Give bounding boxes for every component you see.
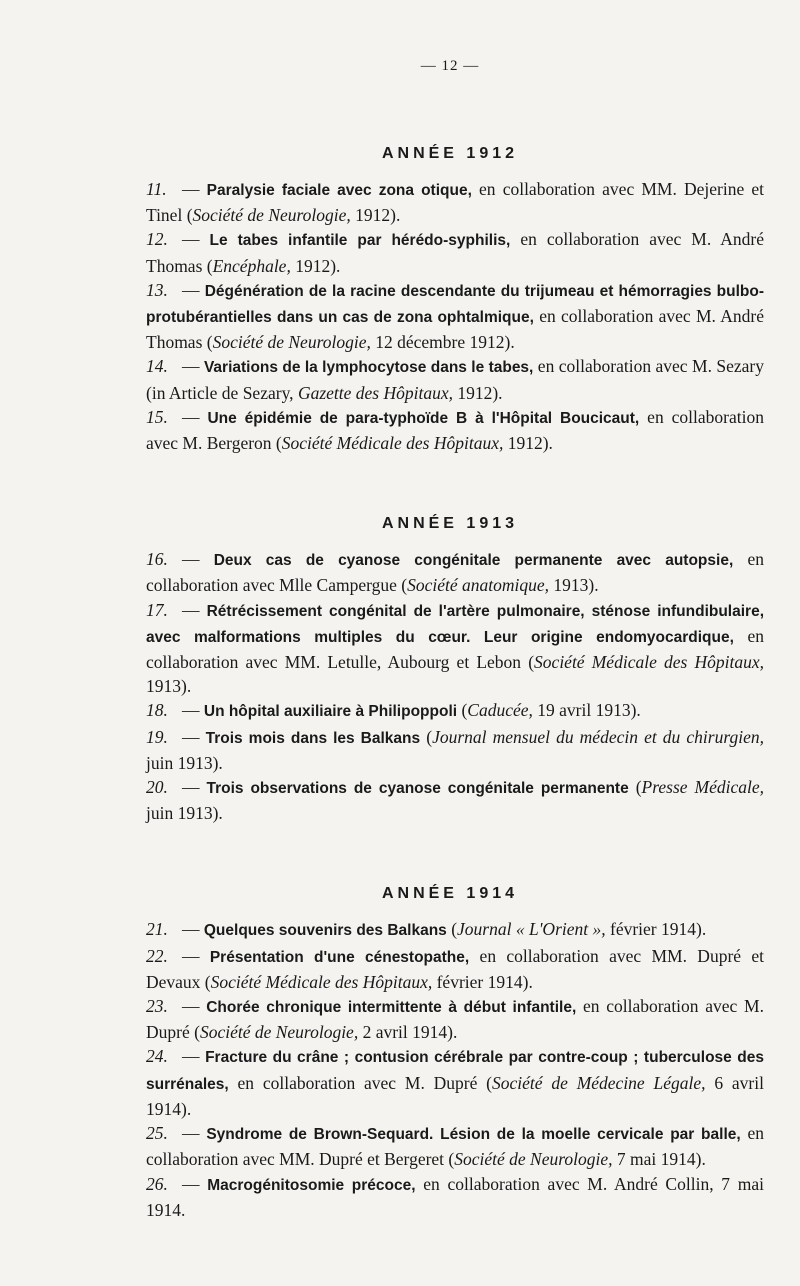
section-heading: ANNÉE 1914 <box>381 885 519 903</box>
entry-date: 2 avril 1914). <box>358 1022 458 1043</box>
entry-reference: Encéphale, <box>212 255 291 276</box>
sections-container <box>146 145 764 1222</box>
bibliography-entry: 14. — Variations de la lymphocytose dans le tabes, en collaboration avec M. Sezary (in Article de Sezary, Gazette des Hôpitaux, 1912). <box>146 356 764 403</box>
bibliography-entry: 22. — Présentation d'une cénestopathe, en collaboration avec MM. Dupré et Devaux (Société Médicale des Hôpitaux, février 1914). <box>146 945 765 992</box>
entry-number: 14. <box>146 356 168 377</box>
entry-date: 1913). <box>549 575 599 596</box>
entry-title: Chorée chronique intermittente à début infantile, <box>206 999 577 1017</box>
bibliography-entry: 15. — Une épidémie de para-typhoïde B à l'Hôpital Boucicaut, en collaboration avec M. Bergeron (Société Médicale des Hôpitaux, 1912). <box>146 406 764 454</box>
entry-reference: Caducée, <box>467 700 533 721</box>
entry-collaboration: en collaboration avec MM. Dupré et Devaux ( <box>146 945 765 992</box>
entry-title: Une épidémie de para-typhoïde B à l'Hôpital Boucicaut, <box>207 409 640 427</box>
entry-collaboration: en collaboration avec MM. Letulle, Aubourg et Lebon ( <box>146 625 764 673</box>
bibliography-entry: 25. — Syndrome de Brown-Sequard. Lésion de la moelle cervicale par balle, en collaboration avec MM. Dupré et Bergeret (Société de Neurologie, 7 mai 1914). <box>146 1123 765 1170</box>
entry-number: 23. <box>146 996 168 1017</box>
entry-collaboration: ( <box>628 777 642 798</box>
entry-collaboration: ( <box>446 919 458 940</box>
entry-date: 7 mai 1914). <box>612 1149 706 1170</box>
entry-date: juin 1913). <box>146 803 223 824</box>
entry-title: Le tabes infantile par hérédo-syphilis, <box>209 232 511 250</box>
entry-date: 1913). <box>146 676 192 697</box>
entry-collaboration: ( <box>420 726 433 747</box>
entry-collaboration: en collaboration avec M. André Thomas ( <box>146 306 764 353</box>
bibliography-entry: 11. — Paralysie faciale avec zona otique, en collaboration avec MM. Dejerine et Tinel (Société de Neurologie, 1912). <box>146 179 765 226</box>
entry-date: 1912). <box>290 255 341 276</box>
entry-title: Syndrome de Brown-Sequard. Lésion de la moelle cervicale par balle, <box>206 1126 741 1144</box>
entry-number: 21. <box>146 919 168 940</box>
bibliography-entry: 20. — Trois observations de cyanose congénitale permanente (Presse Médicale, juin 1913). <box>146 777 764 824</box>
entry-collaboration: en collaboration avec M. André Collin, 7 mai 1914. <box>146 1173 764 1220</box>
entry-date: 1912). <box>503 433 553 454</box>
entry-collaboration: en collaboration avec M. Dupré ( <box>228 1072 493 1093</box>
entry-number: 24. <box>146 1046 168 1067</box>
entry-title: Présentation d'une cénestopathe, <box>209 948 470 966</box>
entry-number: 18. <box>146 700 168 721</box>
entry-title: Variations de la lymphocytose dans le tabes, <box>203 359 534 377</box>
page-number: — 12 — <box>420 58 480 74</box>
bibliography-entry: 21. — Quelques souvenirs des Balkans (Journal « L'Orient », février 1914). <box>146 917 764 943</box>
entry-number: 17. <box>146 599 168 620</box>
bibliography-entry: 13. — Dégénération de la racine descendante du trijumeau et hémorragies bulbo-protubérantielles dans un cas de zona ophtalmique, en collaboration avec M. André Thomas (Société de Neurologie, 12 décembre 1912). <box>146 279 765 353</box>
entry-number: 26. <box>146 1173 168 1194</box>
entry-number: 20. <box>146 777 168 798</box>
entry-title: Paralysie faciale avec zona otique, <box>206 182 472 199</box>
entry-collaboration: ( <box>457 700 468 721</box>
entry-date: 12 décembre 1912). <box>370 332 515 353</box>
entry-number: 16. <box>146 549 168 570</box>
entry-date: février 1914). <box>432 971 533 992</box>
entry-reference: Société de Neurologie, <box>212 332 371 353</box>
entry-collaboration: en collaboration avec M. Sezary (in Article de Sezary, <box>146 356 764 403</box>
bibliography-entry: 24. — Fracture du crâne ; contusion cérébrale par contre-coup ; tuberculose des surrénales, en collaboration avec M. Dupré (Société de Médecine Légale, 6 avril 1914). <box>146 1046 765 1119</box>
entry-reference: Société de Neurologie, <box>199 1022 359 1043</box>
entry-collaboration: en collaboration avec Mlle Campergue ( <box>146 549 764 596</box>
entry-reference: Gazette des Hôpitaux, <box>297 382 453 403</box>
entry-date: février 1914). <box>605 919 707 940</box>
entry-reference: Presse Médicale, <box>641 777 764 798</box>
entry-date: 1912). <box>452 382 503 403</box>
entry-title: Fracture du crâne ; contusion cérébrale par contre-coup ; tuberculose des surrénales, <box>146 1049 765 1093</box>
entry-number: 15. <box>146 406 168 427</box>
entry-reference: Société anatomique, <box>407 575 550 596</box>
entry-reference: Société Médicale des Hôpitaux, <box>534 652 764 673</box>
entry-title: Deux cas de cyanose congénitale permanente avec autopsie, <box>213 552 734 570</box>
entry-date: 19 avril 1913). <box>532 700 641 721</box>
entry-collaboration: en collaboration avec MM. Dupré et Bergeret ( <box>146 1123 765 1170</box>
entry-reference: Journal mensuel du médecin et du chirurgien, <box>432 726 765 747</box>
entry-reference: Société de Neurologie, <box>454 1149 613 1170</box>
entry-date: 1912). <box>350 205 401 226</box>
entry-date: juin 1913). <box>146 752 223 773</box>
bibliography-entry: 23. — Chorée chronique intermittente à début infantile, en collaboration avec M. Dupré (Société de Neurologie, 2 avril 1914). <box>146 996 764 1043</box>
section-0 <box>146 145 764 455</box>
entry-title: Trois observations de cyanose congénitale permanente <box>206 780 629 798</box>
entry-reference: Société de Médecine Légale, <box>492 1072 706 1093</box>
entry-reference: Journal « L'Orient », <box>457 919 606 940</box>
entry-number: 11. <box>146 179 167 199</box>
entry-reference: Société de Neurologie, <box>192 205 351 226</box>
entry-date: 6 avril 1914). <box>146 1072 764 1119</box>
bibliography-entry: 16. — Deux cas de cyanose congénitale permanente avec autopsie, en collaboration avec Mlle Campergue (Société anatomique, 1913). <box>146 549 764 596</box>
entry-number: 22. <box>146 945 168 966</box>
section-heading: ANNÉE 1913 <box>381 515 519 533</box>
entry-title: Macrogénitosomie précoce, <box>207 1176 416 1194</box>
entry-collaboration: en collaboration avec M. Dupré ( <box>146 996 764 1043</box>
entry-number: 12. <box>146 229 168 250</box>
entry-collaboration: en collaboration avec M. Bergeron ( <box>146 406 764 454</box>
entry-collaboration: en collaboration avec M. André Thomas ( <box>146 229 764 276</box>
bibliography-entry: 17. — Rétrécissement congénital de l'artère pulmonaire, sténose infundibulaire, avec malformations multiples du cœur. Leur origine endomyocardique, en collaboration avec MM. Letulle, Aubourg et Lebon (Société Médicale des Hôpitaux, 1913). <box>146 599 764 697</box>
bibliography-entry: 19. — Trois mois dans les Balkans (Journal mensuel du médecin et du chirurgien, juin 1913). <box>146 726 765 773</box>
entry-number: 19. <box>146 726 168 747</box>
entry-collaboration: en collaboration avec MM. Dejerine et Tinel ( <box>146 179 765 226</box>
entry-reference: Société Médicale des Hôpitaux, <box>210 971 433 992</box>
entry-number: 25. <box>146 1123 168 1144</box>
entry-title: Trois mois dans les Balkans <box>205 729 421 747</box>
bibliography-entry: 18. — Un hôpital auxiliaire à Philipoppoli (Caducée, 19 avril 1913). <box>146 698 764 724</box>
entry-title: Un hôpital auxiliaire à Philipoppoli <box>203 703 458 721</box>
section-2 <box>146 885 764 1221</box>
entry-title: Quelques souvenirs des Balkans <box>203 922 447 940</box>
section-heading: ANNÉE 1912 <box>381 145 519 162</box>
entry-title: Dégénération de la racine descendante du trijumeau et hémorragies bulbo-protubérantielles dans un cas de zona ophtalmique, <box>146 282 765 327</box>
entry-reference: Société Médicale des Hôpitaux, <box>281 433 504 454</box>
bibliography-entry: 12. — Le tabes infantile par hérédo-syphilis, en collaboration avec M. André Thomas (Encéphale, 1912). <box>146 229 764 276</box>
section-1 <box>146 515 764 825</box>
entry-title: Rétrécissement congénital de l'artère pulmonaire, sténose infundibulaire, avec malformations multiples du cœur. Leur origine endomyocardique, <box>146 602 764 646</box>
bibliography-entry: 26. — Macrogénitosomie précoce, en collaboration avec M. André Collin, 7 mai 1914. <box>146 1173 764 1220</box>
entry-number: 13. <box>146 279 168 300</box>
